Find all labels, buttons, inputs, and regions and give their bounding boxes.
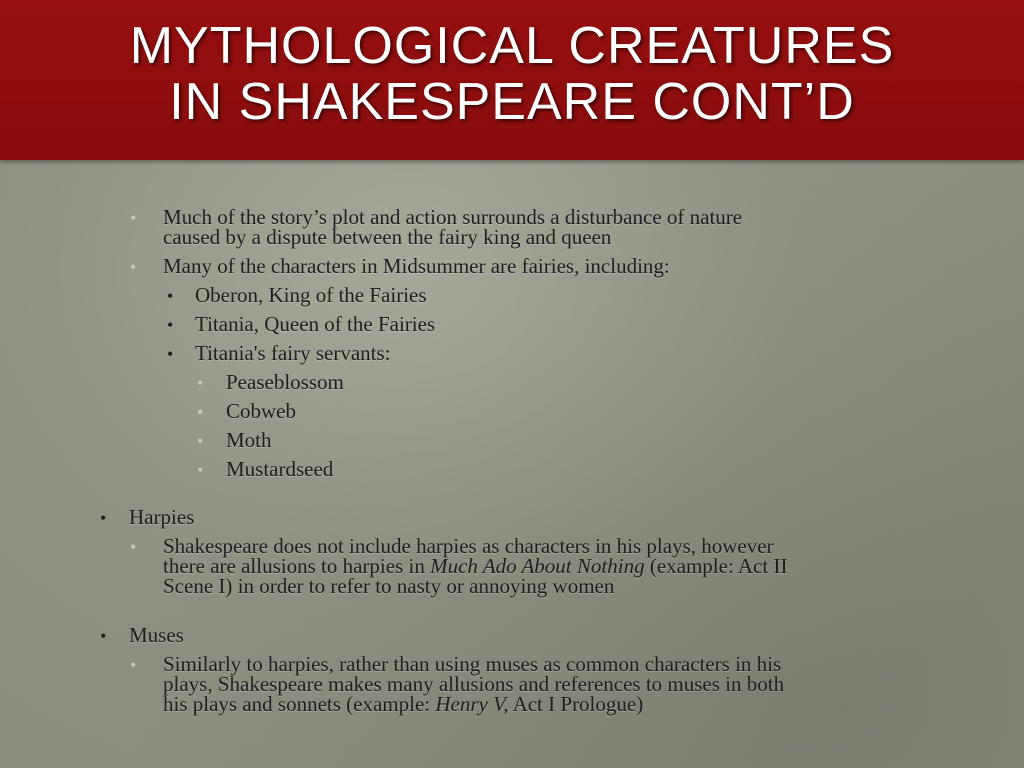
list-item-text: caused by a dispute between the fairy king and queen	[163, 225, 612, 249]
list-item-text: Act I Prologue)	[508, 692, 644, 716]
bullet-marker: •	[197, 373, 204, 393]
list-item-harpies-detail	[163, 536, 787, 596]
bullet-marker: •	[100, 626, 107, 646]
list-item-text: (example: Act II	[644, 554, 788, 578]
list-item-text: plays, Shakespeare makes many allusions and references to muses in both	[163, 672, 785, 696]
bullet-marker: •	[197, 402, 204, 422]
list-item-muses-detail	[163, 654, 784, 714]
list-item-text: Scene I) in order to refer to nasty or annoying women	[163, 574, 615, 598]
play-title: Much Ado About Nothing	[430, 554, 645, 578]
bullet-marker: •	[167, 315, 174, 335]
play-title: Henry V,	[435, 692, 509, 716]
bullet-marker: •	[130, 537, 137, 557]
list-item-muses: Muses	[129, 623, 184, 647]
list-item-peaseblossom: Peaseblossom	[226, 370, 344, 394]
list-item-titania: Titania, Queen of the Fairies	[195, 312, 436, 336]
list-item-harpies: Harpies	[129, 505, 195, 529]
list-item-mustardseed: Mustardseed	[226, 457, 334, 481]
list-item-oberon: Oberon, King of the Fairies	[195, 283, 427, 307]
bullet-marker: •	[130, 655, 137, 675]
list-item-characters: Many of the characters in Midsummer are fairies, including:	[163, 254, 670, 278]
bullet-marker: •	[197, 460, 204, 480]
bullet-marker: •	[167, 286, 174, 306]
list-item-text: Shakespeare does not include harpies as characters in his plays, however	[163, 534, 774, 558]
list-item-story-plot	[163, 207, 742, 247]
list-item-text: Similarly to harpies, rather than using muses as common characters in his	[163, 652, 782, 676]
list-item-text: there are allusions to harpies in	[163, 554, 431, 578]
slide-title-line-2: IN SHAKESPEARE CONT’D	[169, 73, 855, 131]
list-item-cobweb: Cobweb	[226, 399, 296, 423]
list-item-fairy-servants: Titania's fairy servants:	[195, 341, 391, 365]
bullet-marker: •	[167, 344, 174, 364]
bullet-marker: •	[130, 208, 137, 228]
list-item-text: Much of the story’s plot and action surrounds a disturbance of nature	[163, 205, 743, 229]
slide-title-line-1: MYTHOLOGICAL CREATURES	[129, 17, 895, 75]
list-item-text: his plays and sonnets (example:	[163, 692, 436, 716]
list-item-moth: Moth	[226, 428, 272, 452]
bullet-marker: •	[100, 508, 107, 528]
bullet-marker: •	[130, 257, 137, 277]
bullet-marker: •	[197, 431, 204, 451]
